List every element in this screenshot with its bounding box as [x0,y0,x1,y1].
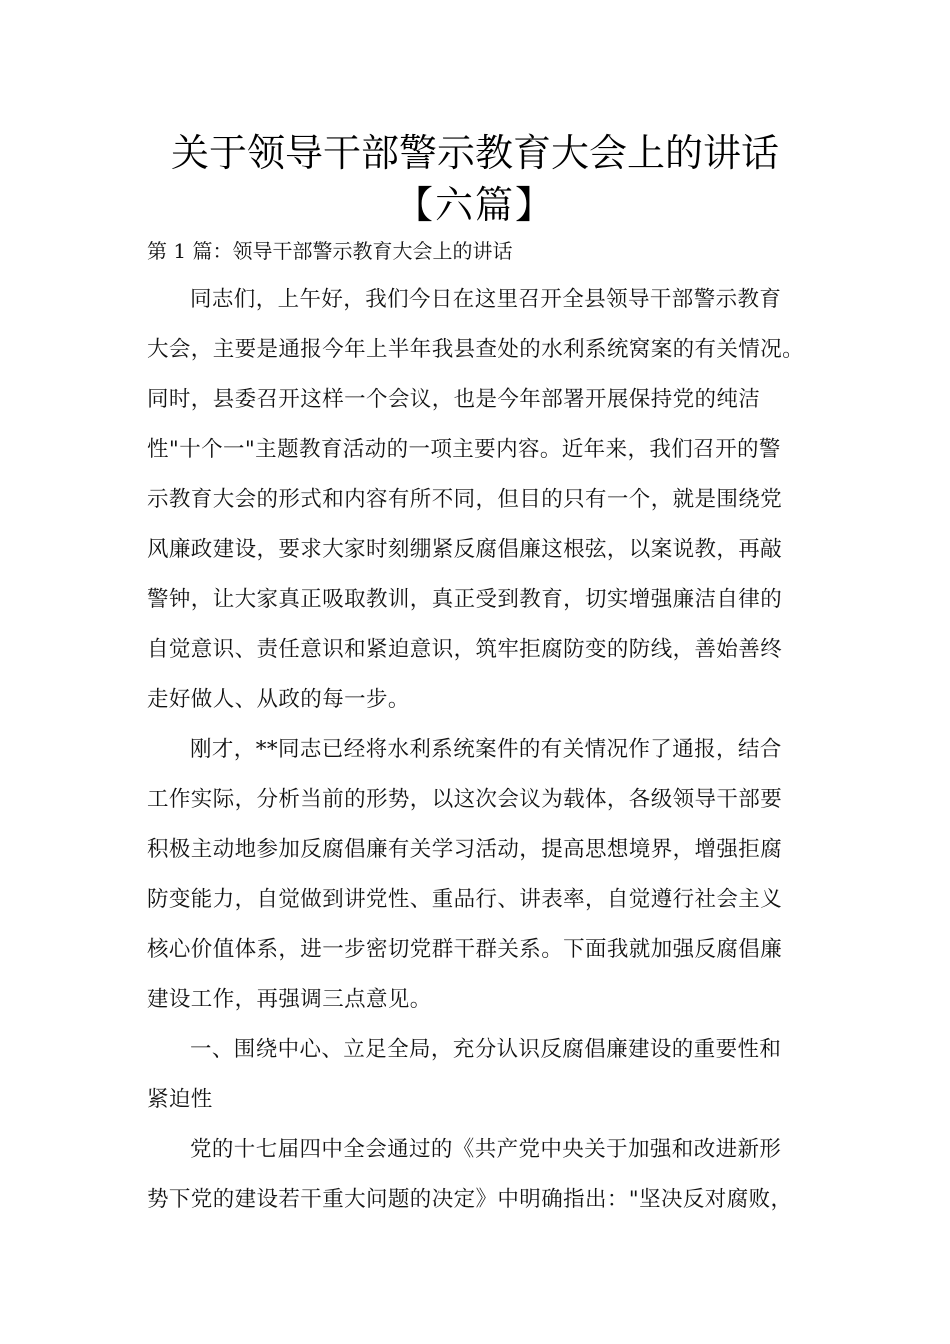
text-line: 性"十个一"主题教育活动的一项主要内容。近年来，我们召开的警 [147,437,781,462]
text-line: 自觉意识、责任意识和紧迫意识，筑牢拒腐防变的防线，善始善终 [147,637,783,662]
text-line: 同时，县委召开这样一个会议，也是今年部署开展保持党的纯洁 [147,387,761,412]
text-line: 紧迫性 [147,1087,213,1112]
text-line: 势下党的建设若干重大问题的决定》中明确指出："坚决反对腐败， [147,1187,793,1212]
text-line: 刚才，**同志已经将水利系统案件的有关情况作了通报，结合 [190,737,782,762]
text-line: 党的十七届四中全会通过的《共产党中央关于加强和改进新形 [190,1137,782,1162]
text-line: 建设工作，再强调三点意见。 [147,987,432,1012]
text-line: 防变能力，自觉做到讲党性、重品行、讲表率，自觉遵行社会主义 [147,887,783,912]
text-line: 警钟，让大家真正吸取教训，真正受到教育，切实增强廉洁自律的 [147,587,783,612]
document-title-suffix: 【六篇】 [394,183,555,227]
text-line: 核心价值体系，进一步密切党群干群关系。下面我就加强反腐倡廉 [147,937,783,962]
text-line: 风廉政建设，要求大家时刻绷紧反腐倡廉这根弦，以案说教，再敲 [147,537,783,562]
text-line: 大会，主要是通报今年上半年我县查处的水利系统窝案的有关情况。 [147,337,805,362]
section-heading: 第 1 篇：领导干部警示教育大会上的讲话 [147,239,513,263]
text-line: 走好做人、从政的每一步。 [147,687,410,712]
text-line: 示教育大会的形式和内容有所不同，但目的只有一个，就是围绕党 [147,487,783,512]
document-title: 关于领导干部警示教育大会上的讲话 [170,131,779,175]
text-line: 积极主动地参加反腐倡廉有关学习活动，提高思想境界，增强拒腐 [147,837,783,862]
text-line: 同志们，上午好，我们今日在这里召开全县领导干部警示教育 [190,287,782,312]
text-line: 工作实际，分析当前的形势，以这次会议为载体，各级领导干部要 [147,787,783,812]
text-line: 一、围绕中心、立足全局，充分认识反腐倡廉建设的重要性和 [190,1037,782,1062]
